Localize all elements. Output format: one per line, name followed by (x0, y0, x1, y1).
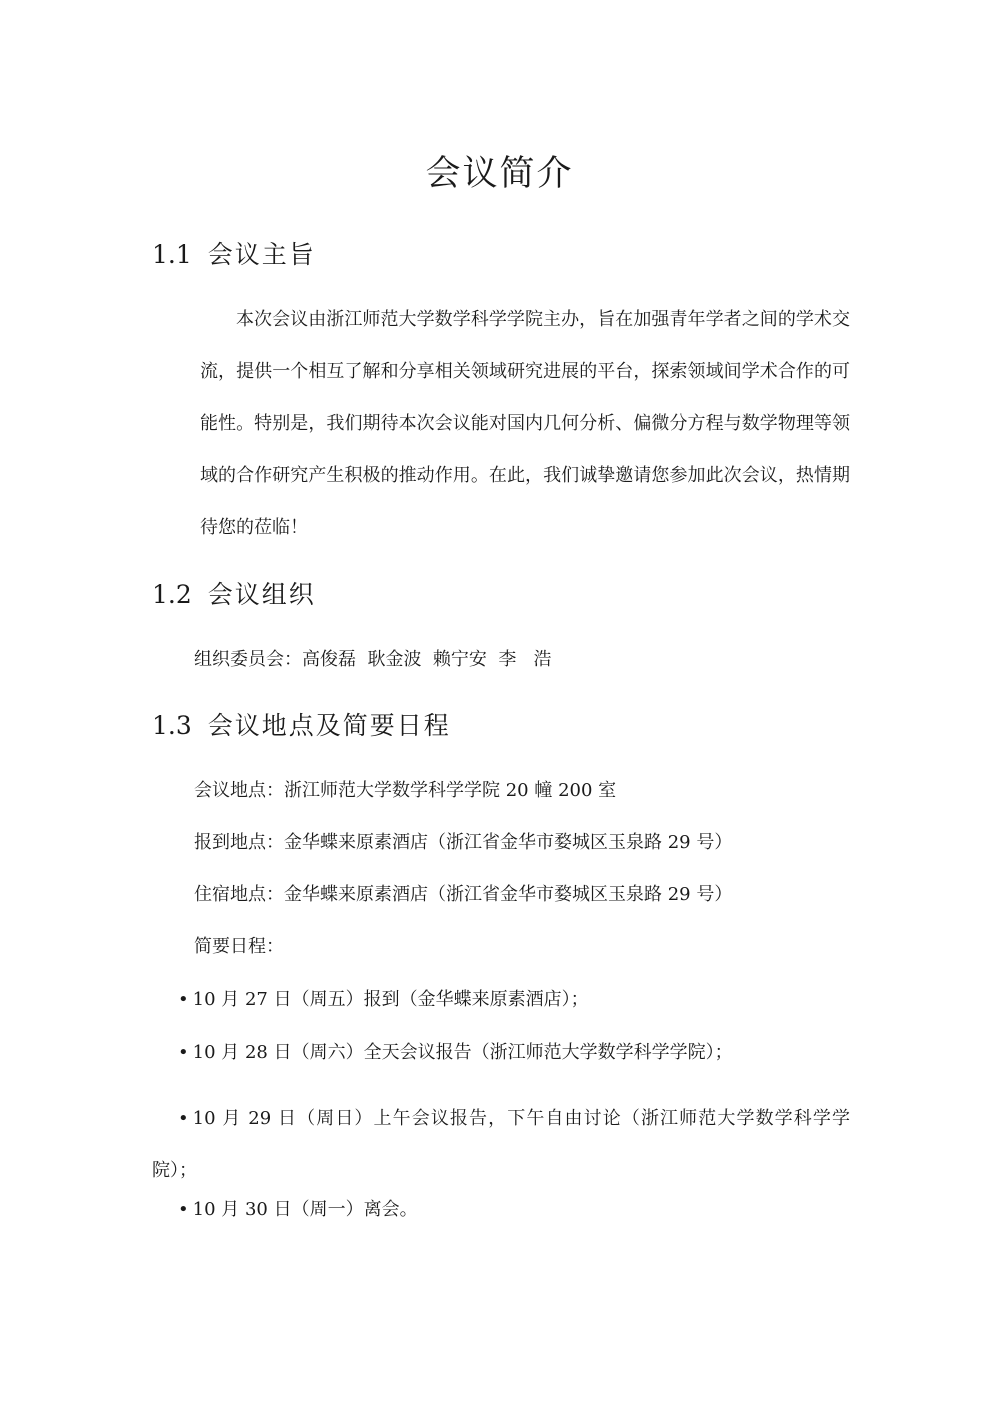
registration-location-label: 报到地点： (194, 832, 284, 853)
lodging-location-value: 金华蝶来原素酒店（浙江省金华市婺城区玉泉路 29 号） (284, 884, 733, 905)
bullet: • (178, 989, 189, 1010)
meeting-location-label: 会议地点： (194, 780, 284, 801)
schedule-item (178, 1196, 418, 1224)
committee-members: 高俊磊 耿金波 赖宁安 李 浩 (302, 649, 552, 670)
lodging-location (194, 881, 732, 909)
schedule-item (152, 1093, 850, 1197)
schedule-item-text: 10 月 29 日（周日）上午会议报告，下午自由讨论（浙江师范大学数学科学学院）； (152, 1108, 850, 1181)
section-heading-venue-schedule (152, 709, 451, 743)
lodging-location-label: 住宿地点： (194, 884, 284, 905)
section-number: 1.2 (152, 580, 192, 609)
schedule-item (178, 986, 589, 1014)
bullet: • (178, 1108, 189, 1129)
meeting-location-value: 浙江师范大学数学科学学院 20 幢 200 室 (284, 780, 617, 801)
schedule-item-text: 10 月 28 日（周六）全天会议报告（浙江师范大学数学科学学院）； (192, 1042, 733, 1063)
registration-location-value: 金华蝶来原素酒店（浙江省金华市婺城区玉泉路 29 号） (284, 832, 733, 853)
page-title: 会议简介 (425, 154, 574, 194)
schedule-item-text: 10 月 27 日（周五）报到（金华蝶来原素酒店）； (192, 989, 589, 1010)
bullet: • (178, 1042, 189, 1063)
purpose-paragraph: 本次会议由浙江师范大学数学科学学院主办，旨在加强青年学者之间的学术交流，提供一个相互了解和分享相关领域研究进展的平台，探索领域间学术合作的可能性。特别是，我们期待本次会议能对国内几何分析、偏微分方程与数学物理等领域的合作研究产生积极的推动作用。在此，我们诚挚邀请您参加此次会议，热情期待您的莅临！ (200, 309, 850, 538)
section-title: 会议组织 (207, 580, 316, 609)
schedule-item-text: 10 月 30 日（周一）离会。 (192, 1199, 418, 1220)
section-number: 1.1 (152, 240, 192, 269)
meeting-location (194, 777, 616, 805)
schedule-item (178, 1039, 733, 1067)
schedule-label: 简要日程： (194, 936, 284, 957)
section-heading-purpose (152, 238, 316, 272)
section-title: 会议主旨 (207, 240, 316, 269)
section-heading-organization (152, 578, 316, 612)
organizing-committee (194, 646, 552, 674)
registration-location (194, 829, 732, 857)
bullet: • (178, 1199, 189, 1220)
committee-label: 组织委员会： (194, 649, 302, 670)
section-title: 会议地点及简要日程 (207, 711, 451, 740)
section-number: 1.3 (152, 711, 192, 740)
